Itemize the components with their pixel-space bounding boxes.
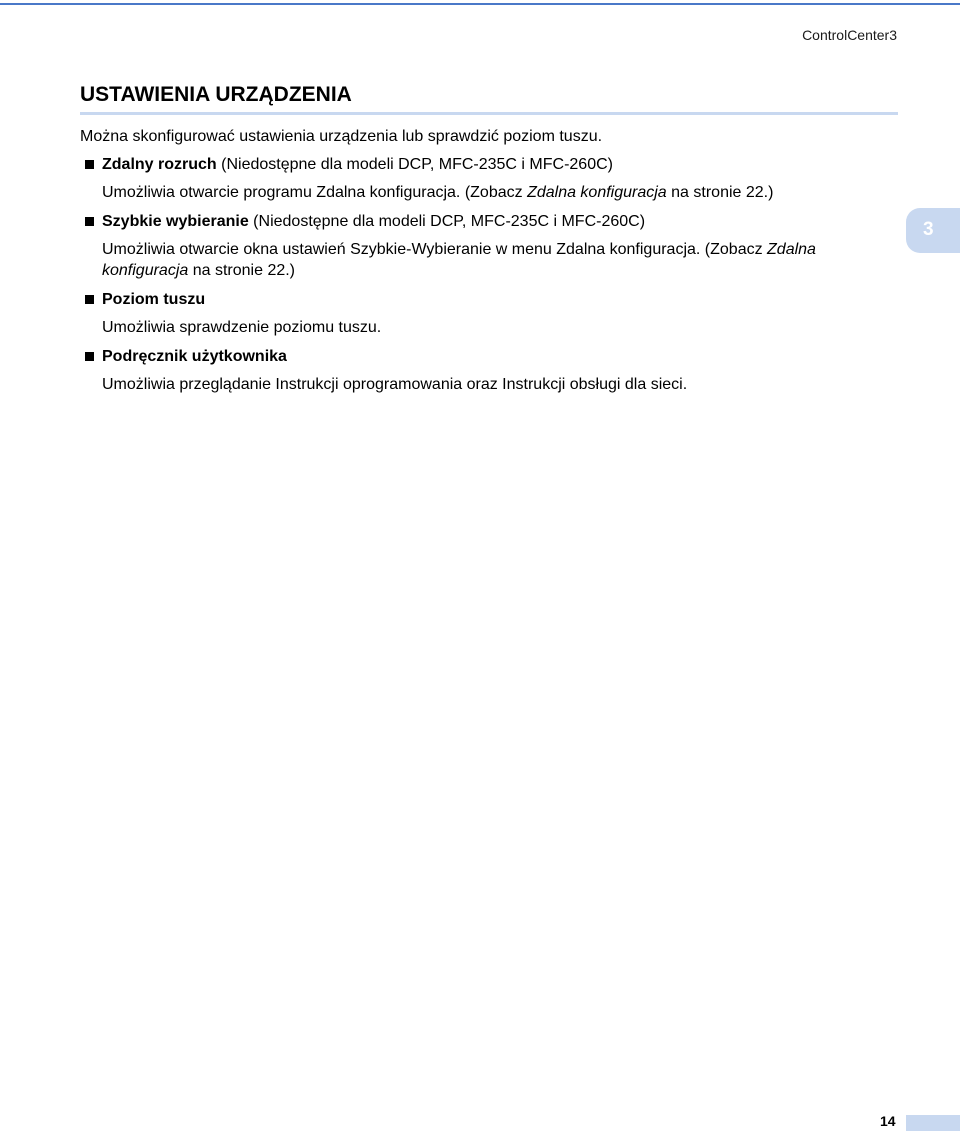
page-number: 14 [880,1113,896,1129]
item-note: (Niedostępne dla modeli DCP, MFC-235C i MFC-260C) [248,213,646,230]
description-text: Umożliwia otwarcie programu Zdalna konfiguracja. (Zobacz [102,184,528,201]
description-text-end: na stronie 22.) [666,184,774,201]
item-term: Podręcznik użytkownika [102,348,287,365]
list-item-heading [80,290,880,309]
list-item-poziom-tuszu [80,290,880,338]
list-item-szybkie-wybieranie [80,212,880,281]
footer-tab [906,1115,960,1131]
cross-reference-link[interactable]: Zdalna konfiguracja [527,184,667,201]
description-text-end: na stronie 22.) [188,262,296,279]
intro-paragraph: Można skonfigurować ustawienia urządzenia lub sprawdzić poziom tuszu. [80,128,603,145]
chapter-tab [906,208,960,253]
feature-list [80,155,880,395]
item-note: (Niedostępne dla modeli DCP, MFC-235C i MFC-260C) [216,156,613,173]
item-term: Zdalny rozruch [102,156,217,173]
square-bullet-icon [85,160,94,169]
running-header: ControlCenter3 [802,27,897,43]
square-bullet-icon [85,295,94,304]
item-description [80,182,882,203]
item-description: Umożliwia sprawdzenie poziomu tuszu. [102,319,382,336]
list-item-heading [80,155,880,174]
list-item-zdalny-rozruch [80,155,880,203]
title-underline [80,112,898,115]
top-rule [0,3,960,5]
chapter-number: 3 [923,219,934,240]
item-description [80,239,882,281]
item-term: Szybkie wybieranie [102,213,249,230]
cross-reference-link[interactable]: Zdalna konfiguracja [102,241,816,279]
item-description: Umożliwia przeglądanie Instrukcji oprogramowania oraz Instrukcji obsługi dla sieci. [102,376,688,393]
description-text: Umożliwia otwarcie okna ustawień Szybkie-Wybieranie w menu Zdalna konfiguracja. (Zobacz [102,241,768,258]
item-term: Poziom tuszu [102,291,206,308]
square-bullet-icon [85,217,94,226]
list-item-heading [80,347,880,366]
list-item-podrecznik [80,347,880,395]
square-bullet-icon [85,352,94,361]
section-title: USTAWIENIA URZĄDZENIA [80,83,352,106]
list-item-heading [80,212,880,231]
